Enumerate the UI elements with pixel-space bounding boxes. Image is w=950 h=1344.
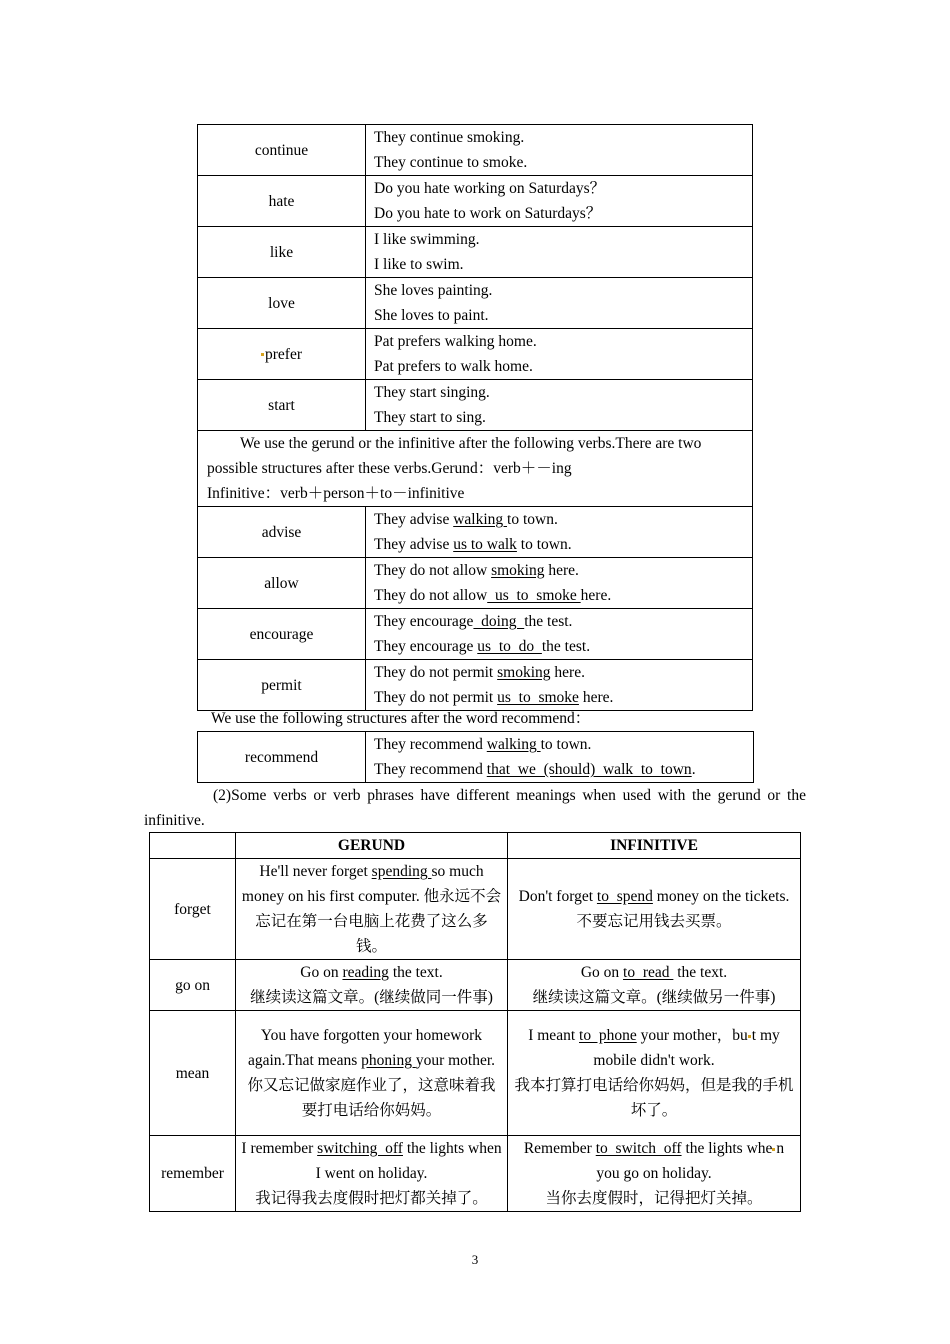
infinitive-header: INFINITIVE [508, 833, 801, 859]
infinitive-cell: I meant to phone your mother，bu t my mobile didn't work. 我本打算打电话给你妈妈，但是我的手机坏了。 [508, 1011, 801, 1136]
infinitive-cell: Remember to switch off the lights whe n you go on holiday. 当你去度假时，记得把灯关掉。 [508, 1136, 801, 1212]
marker-dot [748, 1035, 751, 1038]
table-row [198, 329, 753, 380]
gerund-cell: Go on reading the text. 继续读这篇文章。(继续做同一件事) [236, 960, 508, 1011]
table-row [198, 176, 753, 227]
infinitive-cell: Don't forget to spend money on the tickets. 不要忘记用钱去买票。 [508, 859, 801, 960]
table-row [198, 278, 753, 329]
example-cell: They do not permit smoking here. They do not permit us to smoke here. [366, 660, 753, 711]
verb-cell: love [198, 278, 366, 329]
table-row [198, 558, 753, 609]
verb-cell: recommend [198, 732, 366, 783]
table-row [198, 609, 753, 660]
table-row [198, 227, 753, 278]
marker-dot [772, 1148, 775, 1151]
gerund-cell: He'll never forget spending so much money on his first computer. 他永远不会忘记在第一台电脑上花费了这么多钱。 [236, 859, 508, 960]
table-row [150, 1011, 801, 1136]
marker-dot [261, 353, 264, 356]
example-cell: They start singing. They start to sing. [366, 380, 753, 431]
table-row [150, 1136, 801, 1212]
example-cell: She loves painting. She loves to paint. [366, 278, 753, 329]
verb-cell: mean [150, 1011, 236, 1136]
table-row [150, 859, 801, 960]
verb-cell: remember [150, 1136, 236, 1212]
table-row [198, 732, 754, 783]
empty-header [150, 833, 236, 859]
verb-cell: hate [198, 176, 366, 227]
verb-cell: permit [198, 660, 366, 711]
note-cell [198, 431, 753, 507]
note-text: Infinitive：verb＋person＋to－infinitive [207, 485, 465, 502]
table-row [198, 125, 753, 176]
header-row [150, 833, 801, 859]
infinitive-cell: Go on to read the text. 继续读这篇文章。(继续做另一件事) [508, 960, 801, 1011]
example-cell: They encourage doing the test. They encourage us to do the test. [366, 609, 753, 660]
note-row [198, 431, 753, 507]
example-cell: Pat prefers walking home. Pat prefers to walk home. [366, 329, 753, 380]
verb-cell: start [198, 380, 366, 431]
gerund-header: GERUND [236, 833, 508, 859]
verb-cell: allow [198, 558, 366, 609]
gerund-infinitive-table [149, 832, 801, 1212]
example-cell: They continue smoking. They continue to smoke. [366, 125, 753, 176]
recommend-intro: We use the following structures after the word recommend： [211, 710, 591, 727]
gerund-cell: I remember switching off the lights when I went on holiday. 我记得我去度假时把灯都关掉了。 [236, 1136, 508, 1212]
verb-cell: go on [150, 960, 236, 1011]
example-cell: They do not allow smoking here. They do not allow us to smoke here. [366, 558, 753, 609]
example-cell: Do you hate working on Saturdays？ Do you hate to work on Saturdays？ [366, 176, 753, 227]
page-number: 3 [471, 1252, 479, 1267]
verb-cell: continue [198, 125, 366, 176]
verb-cell: prefer [198, 329, 366, 380]
paragraph-2: (2)Some verbs or verb phrases have different meanings when used with the gerund or the infinitive. [144, 787, 806, 829]
verb-cell: advise [198, 507, 366, 558]
verb-cell: encourage [198, 609, 366, 660]
verb-cell: like [198, 227, 366, 278]
example-cell: They advise walking to town. They advise us to walk to town. [366, 507, 753, 558]
note-text: We use the gerund or the infinitive after the following verbs.There are two possible structures after these verbs.Gerund：verb＋－ing [207, 435, 702, 477]
gerund-cell: You have forgotten your homework again.That means phoning your mother. 你又忘记做家庭作业了，这意味着我要打电话给你妈妈。 [236, 1011, 508, 1136]
table-row [198, 380, 753, 431]
example-cell: They recommend walking to town. They recommend that we (should) walk to town. [366, 732, 754, 783]
example-cell: I like swimming. I like to swim. [366, 227, 753, 278]
recommend-table [197, 731, 754, 783]
table-row [198, 507, 753, 558]
verb-cell: forget [150, 859, 236, 960]
table-row [198, 660, 753, 711]
verbs-table [197, 124, 753, 711]
table-row [150, 960, 801, 1011]
